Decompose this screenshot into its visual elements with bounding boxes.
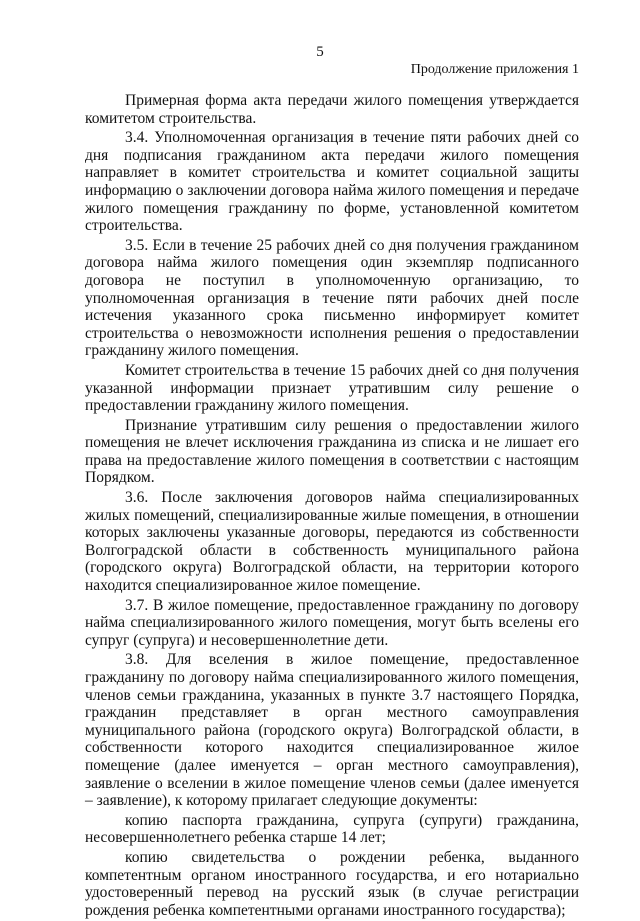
paragraph-3-8: 3.8. Для вселения в жилое помещение, предоставленное гражданину по договору найма специализированного жилого помещения, членов семьи гражданина, указанных в пункте 3.7 настоящего Порядка, гражданин представляет в орган местного самоуправления муниципального района (городского округа) Волгоградской области, в собственности которого находится специализированное жилое помещение (далее именуется – орган местного самоуправления), заявление о вселении в жилое помещение членов семьи (далее именуется – заявление), к которому прилагает следующие документы:	[85, 651, 579, 810]
paragraph-recognition: Признание утратившим силу решения о предоставлении жилого помещения не влечет исключения гражданина из списка и не лишает его права на предоставление жилого помещения в соответствии с настоящим Порядком.	[85, 416, 579, 487]
continuation-label: Продолжение приложения 1	[410, 62, 579, 77]
document-body	[85, 92, 579, 921]
paragraph-3-5: 3.5. Если в течение 25 рабочих дней со дня получения гражданином договора найма жилого помещения один экземпляр подписанного договора не поступил в уполномоченную организацию, то уполномоченная организация в течение пяти рабочих дней после истечения указанного срока письменно информирует комитет строительства о невозможности исполнения решения о предоставлении гражданину жилого помещения.	[85, 236, 579, 360]
paragraph-committee-decision: Комитет строительства в течение 15 рабочих дней со дня получения указанной информации признает утратившим силу решение о предоставлении гражданину жилого помещения.	[85, 361, 579, 415]
page-number: 5	[316, 44, 324, 60]
list-item-birth-certificate: копию свидетельства о рождении ребенка, выданного компетентным органом иностранного государства, и его нотариально удостоверенный перевод на русский язык (в случае регистрации рождения ребенка компетентными органами иностранного государства);	[85, 848, 579, 919]
list-item-passport-copy: копию паспорта гражданина, супруга (супруги) гражданина, несовершеннолетнего ребенка старше 14 лет;	[85, 811, 579, 847]
paragraph-3-6: 3.6. После заключения договоров найма специализированных жилых помещений, специализированные жилые помещения, в отношении которых заключены указанные договоры, передаются из собственности Волгоградской области в собственность муниципального района (городского округа) Волгоградской области, на территории которого находится специализированное жилое помещение.	[85, 489, 579, 595]
paragraph-act-form: Примерная форма акта передачи жилого помещения утверждается комитетом строительства.	[85, 92, 579, 127]
paragraph-3-7: 3.7. В жилое помещение, предоставленное гражданину по договору найма специализированного жилого помещения, могут быть вселены его супруг (супруга) и несовершеннолетние дети.	[85, 596, 579, 649]
paragraph-3-4: 3.4. Уполномоченная организация в течение пяти рабочих дней со дня подписания гражданином акта передачи жилого помещения направляет в комитет строительства и комитет социальной защиты информацию о заключении договора найма жилого помещения и передаче жилого помещения гражданину по форме, установленной комитетом строительства.	[85, 129, 579, 235]
